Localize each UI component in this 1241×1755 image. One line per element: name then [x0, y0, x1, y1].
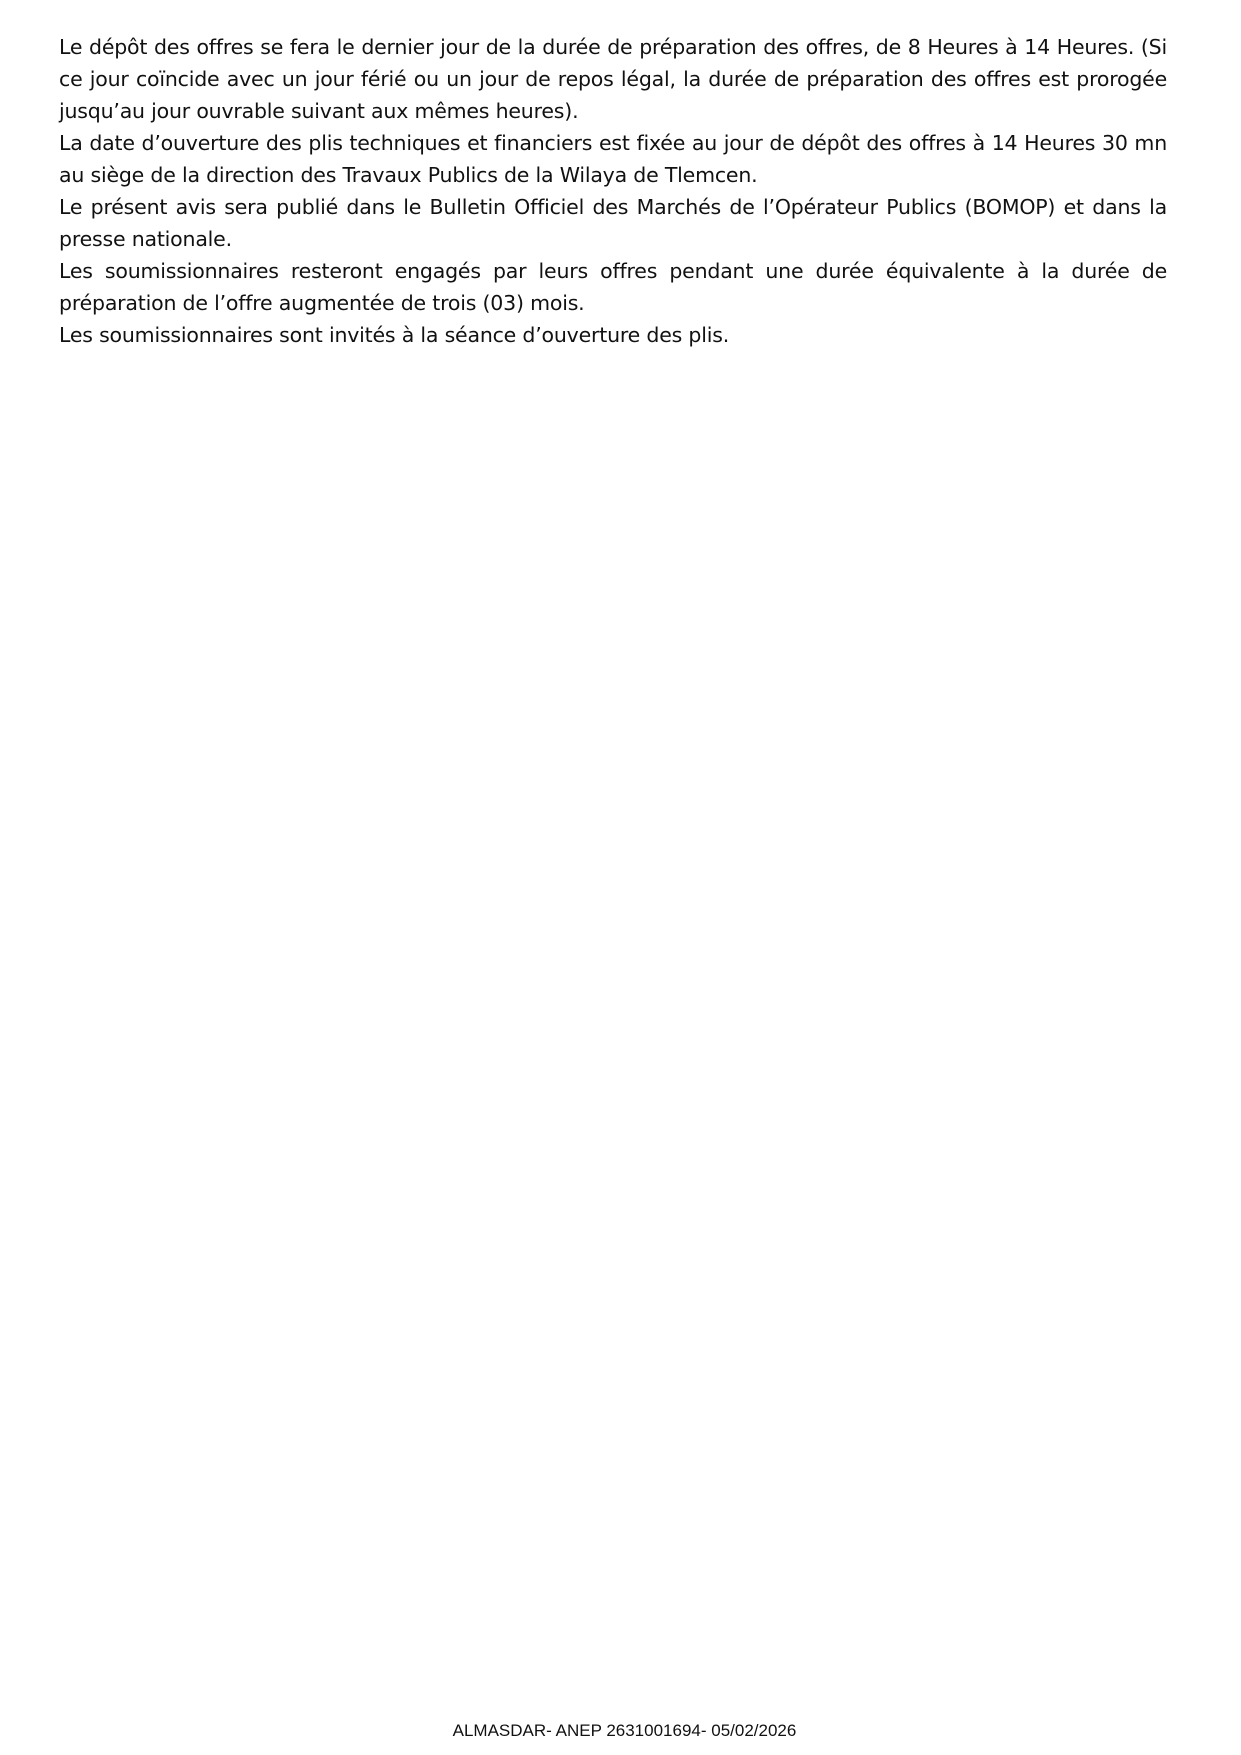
paragraph-engagement: Les soumissionnaires resteront engagés par leurs offres pendant une durée équivalente à la durée de préparation de l’offre augmentée de trois (03) mois.: [59, 259, 1167, 315]
paragraph-depot-offres: Le dépôt des offres se fera le dernier jour de la durée de préparation des offres, de 8 Heures à 14 Heures. (Si ce jour coïncide avec un jour férié ou un jour de repos légal, la durée de préparation des offres est prorogée jusqu’au jour ouvrable suivant aux mêmes heures).: [59, 35, 1167, 123]
document-body: [59, 31, 1167, 351]
footer-reference: ALMASDAR- ANEP 2631001694- 05/02/2026: [452, 1721, 797, 1740]
paragraph-ouverture-plis: La date d’ouverture des plis techniques et financiers est fixée au jour de dépôt des offres à 14 Heures 30 mn au siège de la direction des Travaux Publics de la Wilaya de Tlemcen.: [59, 131, 1167, 187]
paragraph-publication: Le présent avis sera publié dans le Bulletin Officiel des Marchés de l’Opérateur Publics (BOMOP) et dans la presse nationale.: [59, 195, 1167, 251]
paragraph-invitation: Les soumissionnaires sont invités à la séance d’ouverture des plis.: [59, 323, 730, 347]
